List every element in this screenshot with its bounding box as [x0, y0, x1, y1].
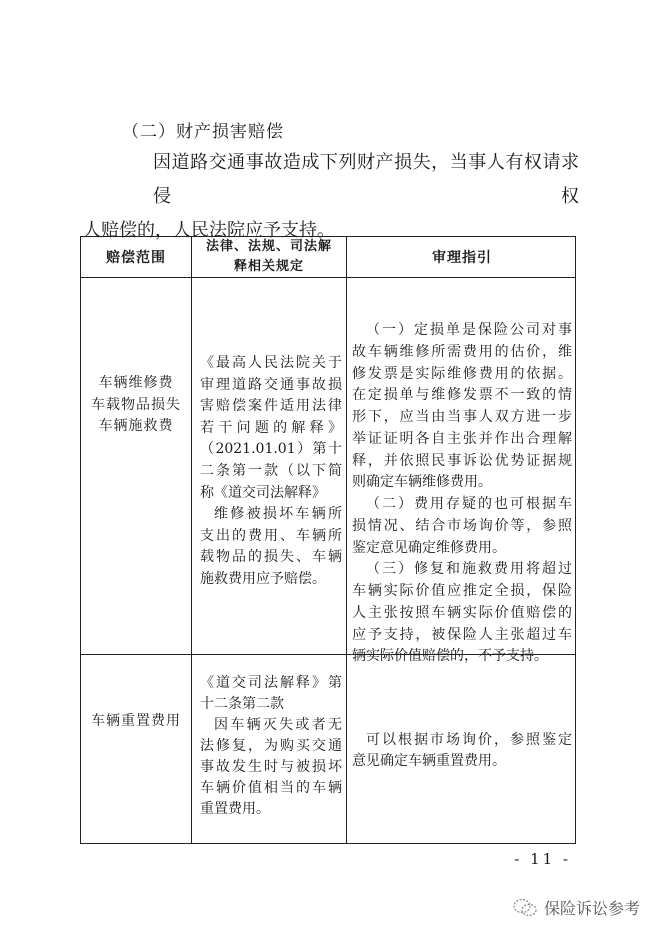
page-number: - 11 - — [514, 850, 571, 868]
column-divider — [191, 237, 192, 843]
cell-text-line: 事故发生时与被损坏 — [200, 759, 342, 775]
cell-text-line: （三）修复和施救费用将超过 — [366, 561, 572, 578]
cell-text-line: 辆实际价值赔偿的，不予支持。 — [352, 648, 548, 665]
header-scope: 赔偿范围 — [106, 250, 166, 266]
cell-text-line: 意见确定车辆重置费用。 — [352, 753, 506, 769]
cell-text-line: 审理道路交通事故损 — [200, 376, 342, 393]
cell-text-line: 《最高人民法院关于 — [200, 355, 342, 371]
cell-text-line: 车辆价值相当的车辆 — [200, 780, 342, 796]
row-divider — [81, 277, 575, 278]
cell-text-line: 十二条第二款 — [200, 696, 284, 712]
cell-text-line: 法修复，为购买交通 — [200, 738, 342, 754]
row2-law — [200, 673, 342, 820]
cell-text-line: 故车辆维修所需费用的估价，维 — [352, 343, 572, 360]
cell-text-line: 载物品的损失、车辆 — [200, 549, 342, 566]
cell-text-line: 人主张按照车辆实际价值赔偿的 — [352, 604, 572, 621]
header-law-line: 释相关规定 — [233, 258, 304, 274]
cell-text-line: 害赔偿案件适用法律 — [200, 398, 342, 415]
wechat-icon — [512, 898, 538, 918]
cell-text-line: 施救费用应予赔偿。 — [200, 570, 326, 587]
header-law-line: 法律、法规、司法解 — [205, 239, 332, 254]
cell-text-line: 形下，应当由当事人双方进一步 — [352, 409, 572, 425]
cell-text-line: 车辆重置费用 — [91, 713, 181, 729]
cell-text-line: 可以根据市场询价，参照鉴定 — [366, 732, 572, 748]
cell-text-line: 称《道交司法解释》 — [200, 484, 326, 501]
cell-text-line: 车辆维修费 — [98, 375, 174, 391]
cell-text-line: 释，并依照民事诉讼优势证据规 — [352, 452, 572, 469]
row1-guide — [352, 320, 572, 668]
cell-text-line: 举证证明各自主张并作出合理解 — [352, 430, 572, 447]
cell-text-line: 损情况、结合市场询价等，参照 — [352, 517, 572, 534]
cell-text-line: 车辆施救费 — [98, 418, 174, 434]
cell-text-line: 在定损单与维修发票不一致的情 — [352, 387, 572, 404]
cell-text-line: 车辆实际价值应推定全损，保险 — [352, 583, 572, 599]
cell-text-line: 因车辆灭失或者无 — [214, 717, 342, 733]
intro-line: 因道路交通事故造成下列财产损失，当事人有权请求侵权 — [153, 152, 579, 207]
cell-text-line: （一）定损单是保险公司对事 — [366, 322, 572, 338]
cell-text-line: 鉴定意见确定维修费用。 — [352, 539, 506, 556]
cell-text-line: 修发票是实际维修费用的依据。 — [352, 365, 572, 382]
header-law — [192, 237, 346, 276]
section-title: （二）财产损害赔偿 — [122, 122, 284, 142]
cell-text-line: 应予支持，被保险人主张超过车 — [352, 626, 572, 643]
header-guide: 审理指引 — [432, 250, 492, 266]
cell-text-line: （2021.01.01）第十 — [200, 441, 342, 458]
row2-guide — [352, 730, 572, 772]
watermark — [512, 896, 640, 919]
intro-line: 人赔偿的，人民法院应予支持。 — [83, 220, 335, 241]
row1-scope — [81, 373, 191, 438]
row1-law — [200, 353, 342, 591]
watermark-text: 保险诉讼参考 — [544, 899, 641, 918]
cell-text-line: 重置费用。 — [200, 801, 270, 817]
cell-text-line: 《道交司法解释》第 — [200, 675, 342, 691]
cell-text-line: 维修被损坏车辆所 — [214, 506, 342, 523]
cell-text-line: （二）费用存疑的也可根据车 — [366, 496, 572, 512]
cell-text-line: 则确定车辆维修费用。 — [352, 474, 492, 491]
compensation-table — [80, 236, 576, 844]
cell-text-line: 车载物品损失 — [91, 396, 181, 413]
row2-scope — [81, 711, 191, 733]
cell-text-line: 二条第一款（以下简 — [200, 462, 342, 479]
column-divider — [346, 237, 347, 843]
cell-text-line: 支出的费用、车辆所 — [200, 527, 342, 544]
intro-paragraph — [83, 146, 579, 248]
cell-text-line: 若干问题的解释》 — [200, 419, 342, 436]
